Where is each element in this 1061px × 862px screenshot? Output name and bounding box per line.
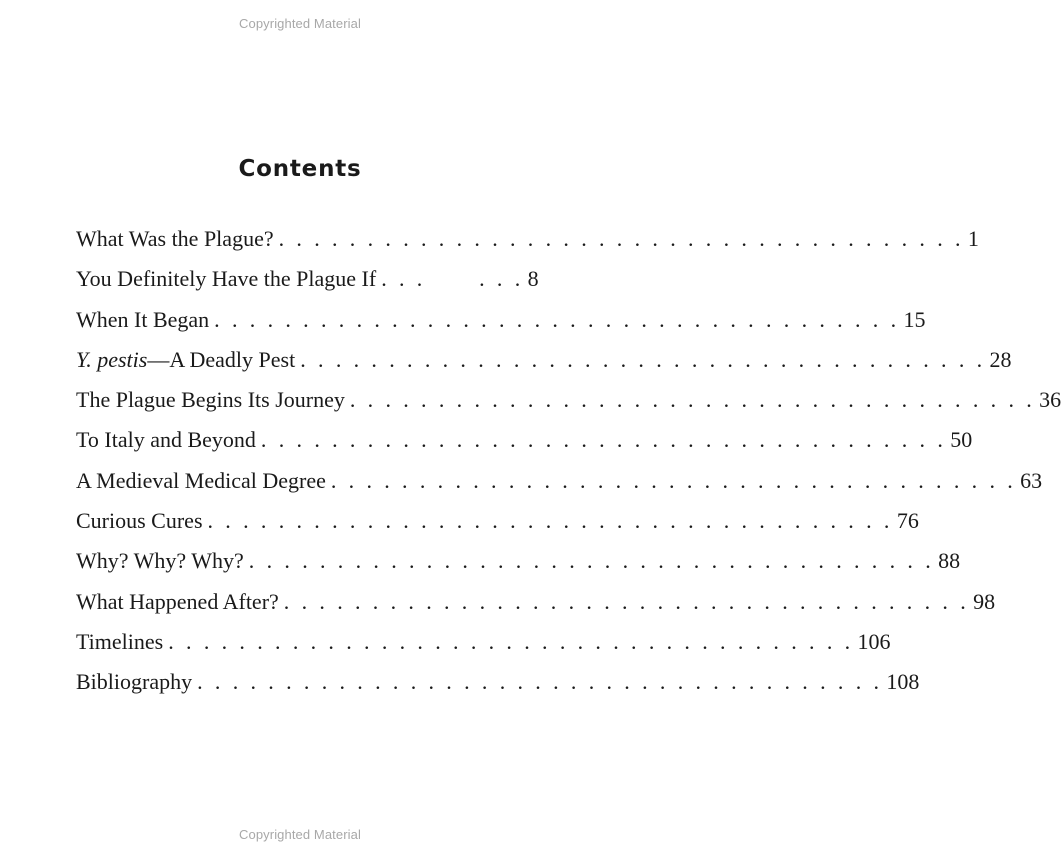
toc-entry-what-was-the-plague[interactable]	[76, 226, 979, 266]
toc-entry-page: 1	[967, 226, 979, 251]
page-title: Contents	[238, 156, 362, 182]
toc-entry-page: 8	[527, 266, 539, 292]
toc-dot-leader: . . . . . .	[381, 266, 524, 292]
toc-entry-label: To Italy and Beyond	[76, 427, 256, 453]
toc-dot-leader: . . . . . . . . . . . . . . . . . . . . . . . . . . . . . . . . . . . . . . .	[349, 387, 1036, 413]
toc-entry-label-italic: Y. pestis	[76, 346, 148, 372]
toc-entry-what-happened-after[interactable]	[76, 588, 996, 629]
toc-dot-leader: . . . . . . . . . . . . . . . . . . . . . . . . . . . . . . . . . . . . . . .	[214, 306, 900, 332]
table-of-contents	[76, 226, 1061, 710]
toc-entry-when-it-began[interactable]	[76, 306, 926, 347]
toc-entry-y-pestis[interactable]	[76, 346, 1012, 387]
toc-entry-the-plague-begins-its-journey[interactable]	[76, 387, 1061, 427]
toc-dot-leader: . . . . . . . . . . . . . . . . . . . . . . . . . . . . . . . . . . . . . . .	[330, 467, 1017, 493]
toc-entry-page: 98	[973, 588, 996, 614]
toc-dot-leader: . . . . . . . . . . . . . . . . . . . . . . . . . . . . . . . . . . . . . . .	[260, 427, 947, 453]
toc-entry-curious-cures[interactable]	[76, 508, 919, 548]
toc-entry-label-rest: —A Deadly Pest	[147, 346, 296, 372]
toc-dot-leader: . . . . . . . . . . . . . . . . . . . . . . . . . . . . . . . . . . . . . . .	[207, 508, 893, 534]
toc-dot-leader: . . . . . . . . . . . . . . . . . . . . . . . . . . . . . . . . . . . . . . .	[168, 628, 854, 654]
toc-dot-leader: . . . . . . . . . . . . . . . . . . . . . . . . . . . . . . . . . . . . . . .	[300, 346, 986, 372]
toc-entry-label: Curious Cures	[76, 508, 203, 534]
toc-entry-page: 15	[903, 306, 926, 332]
toc-entry-page: 28	[989, 346, 1012, 372]
toc-entry-to-italy-and-beyond[interactable]	[76, 427, 973, 467]
toc-entry-why-why-why[interactable]	[76, 548, 961, 588]
toc-entry-bibliography[interactable]	[76, 669, 920, 709]
toc-entry-page: 76	[896, 508, 919, 534]
toc-dot-leader: . . . . . . . . . . . . . . . . . . . . . . . . . . . . . . . . . . . . . . .	[278, 226, 964, 251]
toc-entry-label: Bibliography	[76, 669, 193, 695]
toc-entry-page: 106	[857, 628, 891, 654]
toc-entry-label: What Happened After?	[76, 588, 279, 614]
toc-entry-page: 108	[886, 669, 920, 695]
toc-entry-page: 88	[938, 548, 961, 574]
toc-dot-leader: . . . . . . . . . . . . . . . . . . . . . . . . . . . . . . . . . . . . . . .	[248, 548, 935, 574]
toc-dot-leader: . . . . . . . . . . . . . . . . . . . . . . . . . . . . . . . . . . . . . . .	[283, 588, 970, 614]
toc-entry-a-medieval-medical-degree[interactable]	[76, 467, 1043, 508]
toc-entry-page: 36	[1039, 387, 1061, 413]
toc-entry-page: 63	[1020, 467, 1043, 493]
copyright-watermark-bottom: Copyrighted Material	[239, 827, 361, 842]
toc-entry-you-definitely-have-the-plague-if[interactable]	[76, 266, 539, 306]
toc-entry-label: What Was the Plague?	[76, 226, 274, 251]
toc-entry-label: When It Began	[76, 306, 210, 332]
toc-entry-label: The Plague Begins Its Journey	[76, 387, 345, 413]
toc-dot-leader: . . . . . . . . . . . . . . . . . . . . . . . . . . . . . . . . . . . . . . .	[197, 669, 883, 695]
toc-entry-page: 50	[950, 427, 973, 453]
toc-entry-timelines[interactable]	[76, 628, 891, 669]
toc-entry-label: A Medieval Medical Degree	[76, 467, 326, 493]
toc-entry-label	[76, 347, 295, 373]
toc-entry-label: You Definitely Have the Plague If	[76, 266, 377, 292]
copyright-watermark-top: Copyrighted Material	[239, 16, 361, 31]
toc-entry-label: Why? Why? Why?	[76, 548, 244, 574]
toc-entry-label: Timelines	[76, 628, 164, 654]
